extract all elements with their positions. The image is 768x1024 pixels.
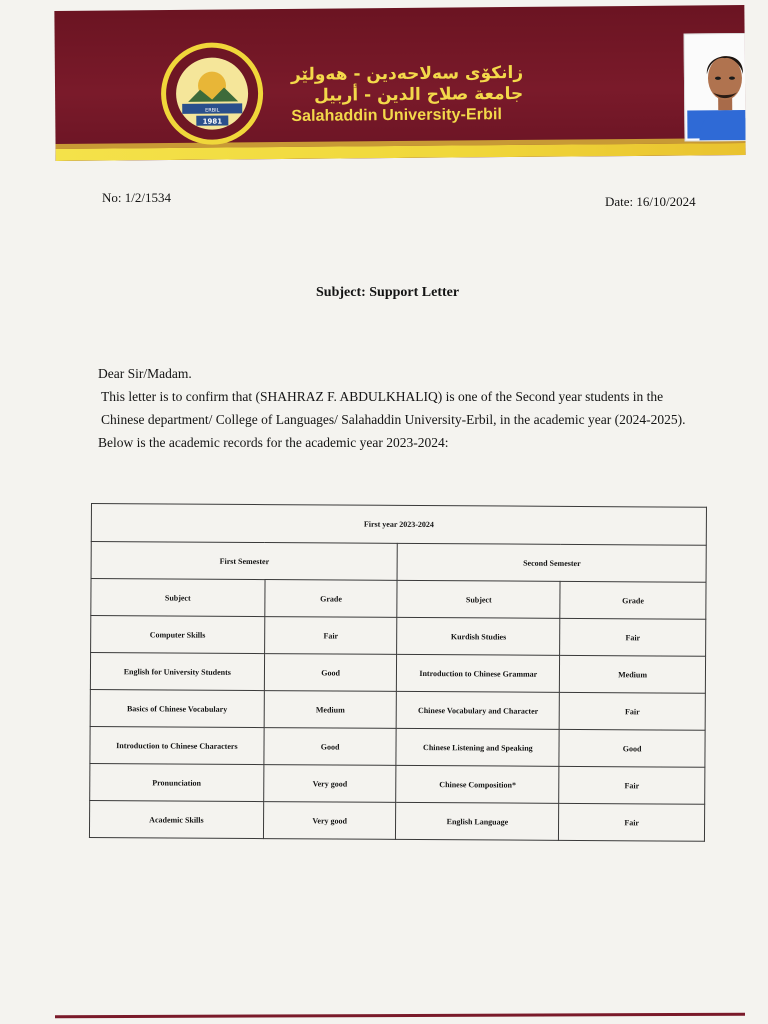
second-semester-header: Second Semester [398, 543, 707, 582]
letter-body [98, 362, 706, 454]
first-semester-subject: Basics of Chinese Vocabulary [90, 689, 264, 727]
second-semester-grade: Fair [559, 692, 705, 730]
student-photo [684, 33, 746, 142]
second-semester-subject: English Language [396, 802, 559, 840]
second-semester-subject: Chinese Vocabulary and Character [397, 691, 560, 729]
first-semester-grade: Very good [263, 802, 396, 840]
first-semester-header: First Semester [91, 542, 398, 581]
university-name-arabic: جامعة صلاح الدين - أربيل [313, 83, 524, 106]
seal-year-text: 1981 [202, 117, 223, 126]
seal-inner-label: ERBIL [205, 107, 220, 114]
letter-date: Date: 16/10/2024 [605, 194, 696, 209]
column-header-grade: Grade [265, 580, 398, 618]
salutation: Dear Sir/Madam. [98, 366, 192, 381]
table-row [90, 726, 705, 767]
first-semester-grade: Fair [264, 617, 397, 655]
second-semester-subject: Chinese Composition* [396, 765, 559, 803]
first-semester-subject: Academic Skills [89, 800, 263, 838]
first-semester-grade: Good [264, 728, 397, 766]
letterhead-banner [54, 5, 745, 161]
university-name-kurdish: زانكۆی سەلاحەدین - هەولێر [290, 62, 524, 85]
second-semester-subject: Introduction to Chinese Grammar [397, 654, 560, 692]
second-semester-grade: Good [559, 729, 705, 767]
table-row [89, 800, 704, 841]
second-semester-grade: Medium [560, 655, 706, 693]
column-header-subject: Subject [91, 579, 265, 617]
first-semester-grade: Medium [264, 691, 397, 729]
second-semester-grade: Fair [559, 803, 705, 841]
confirmation-paragraph: This letter is to confirm that (SHAHRAZ F. ABDULKHALIQ) is one of the Second year students in the Chinese department/ College of Languages/ Salahaddin University-Erbil, in the academic year (2024-2025). [101, 389, 686, 427]
grades-table [89, 503, 707, 842]
table-row [90, 653, 705, 694]
table-row [91, 616, 706, 657]
table-row [90, 689, 705, 730]
records-intro: Below is the academic records for the academic year 2023-2024: [98, 435, 449, 450]
second-semester-subject: Chinese Listening and Speaking [396, 728, 559, 766]
letter-subject: Subject: Support Letter [316, 285, 460, 300]
first-semester-subject: Introduction to Chinese Characters [90, 726, 264, 764]
first-semester-grade: Very good [263, 765, 396, 803]
first-semester-grade: Good [264, 654, 397, 692]
table-row [90, 763, 705, 804]
table-title: First year 2023-2024 [91, 504, 706, 546]
letter-number: No: 1/2/1534 [102, 190, 171, 205]
first-semester-subject: English for University Students [90, 653, 264, 691]
first-semester-subject: Computer Skills [91, 616, 265, 654]
university-names [291, 63, 524, 127]
second-semester-subject: Kurdish Studies [397, 617, 560, 655]
second-semester-grade: Fair [559, 766, 705, 804]
university-name-english: Salahaddin University-Erbil [291, 106, 503, 125]
second-semester-grade: Fair [560, 618, 706, 656]
column-header-grade: Grade [560, 581, 706, 619]
first-semester-subject: Pronunciation [90, 763, 264, 801]
university-seal-icon [160, 41, 265, 146]
column-header-subject: Subject [397, 580, 560, 618]
footer-divider [55, 1013, 745, 1018]
